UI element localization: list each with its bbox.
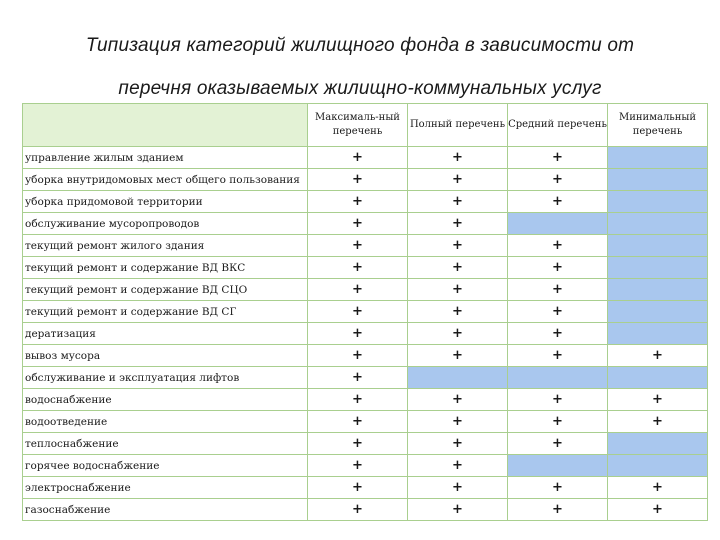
header-maximum-list: Максималь-ный перечень (308, 104, 408, 147)
service-label: водоотведение (23, 411, 308, 433)
service-label: электроснабжение (23, 477, 308, 499)
included-mark-full: + (408, 169, 508, 191)
included-mark-maximum: + (308, 235, 408, 257)
included-mark-maximum: + (308, 213, 408, 235)
housing-services-table (22, 103, 708, 521)
included-mark-medium: + (508, 323, 608, 345)
table-row (23, 477, 708, 499)
included-mark-maximum: + (308, 389, 408, 411)
included-mark-full: + (408, 411, 508, 433)
not-included-cell-minimum (608, 147, 708, 169)
service-label: текущий ремонт и содержание ВД СЦО (23, 279, 308, 301)
table-row (23, 213, 708, 235)
included-mark-full: + (408, 147, 508, 169)
included-mark-medium: + (508, 191, 608, 213)
included-mark-medium: + (508, 499, 608, 521)
service-label: водоснабжение (23, 389, 308, 411)
not-included-cell-minimum (608, 367, 708, 389)
included-mark-maximum: + (308, 477, 408, 499)
table-row (23, 301, 708, 323)
included-mark-maximum: + (308, 433, 408, 455)
table-row (23, 411, 708, 433)
included-mark-full: + (408, 455, 508, 477)
included-mark-full: + (408, 301, 508, 323)
table-row (23, 455, 708, 477)
included-mark-full: + (408, 477, 508, 499)
included-mark-full: + (408, 433, 508, 455)
included-mark-full: + (408, 235, 508, 257)
included-mark-maximum: + (308, 499, 408, 521)
included-mark-full: + (408, 323, 508, 345)
included-mark-medium: + (508, 345, 608, 367)
service-label: управление жилым зданием (23, 147, 308, 169)
included-mark-minimum: + (608, 345, 708, 367)
not-included-cell-minimum (608, 169, 708, 191)
included-mark-maximum: + (308, 257, 408, 279)
included-mark-maximum: + (308, 455, 408, 477)
included-mark-maximum: + (308, 147, 408, 169)
not-included-cell-minimum (608, 455, 708, 477)
included-mark-maximum: + (308, 345, 408, 367)
service-label: обслуживание мусоропроводов (23, 213, 308, 235)
not-included-cell-minimum (608, 279, 708, 301)
included-mark-medium: + (508, 301, 608, 323)
table-row (23, 367, 708, 389)
table-row (23, 147, 708, 169)
included-mark-full: + (408, 389, 508, 411)
included-mark-full: + (408, 213, 508, 235)
included-mark-maximum: + (308, 411, 408, 433)
table-row (23, 191, 708, 213)
table-body (23, 147, 708, 521)
included-mark-minimum: + (608, 477, 708, 499)
service-label: теплоснабжение (23, 433, 308, 455)
not-included-cell-medium (508, 455, 608, 477)
included-mark-full: + (408, 345, 508, 367)
included-mark-medium: + (508, 257, 608, 279)
included-mark-maximum: + (308, 279, 408, 301)
table-row (23, 389, 708, 411)
table-row (23, 433, 708, 455)
table-row (23, 345, 708, 367)
included-mark-minimum: + (608, 499, 708, 521)
included-mark-medium: + (508, 411, 608, 433)
included-mark-maximum: + (308, 169, 408, 191)
included-mark-full: + (408, 191, 508, 213)
table-row (23, 235, 708, 257)
included-mark-medium: + (508, 389, 608, 411)
not-included-cell-minimum (608, 235, 708, 257)
included-mark-maximum: + (308, 323, 408, 345)
not-included-cell-minimum (608, 257, 708, 279)
included-mark-medium: + (508, 169, 608, 191)
included-mark-medium: + (508, 433, 608, 455)
not-included-cell-minimum (608, 301, 708, 323)
not-included-cell-minimum (608, 191, 708, 213)
service-label: уборка внутридомовых мест общего пользования (23, 169, 308, 191)
header-full-list: Полный перечень (408, 104, 508, 147)
table-row (23, 169, 708, 191)
header-row (23, 104, 708, 147)
header-corner-cell (23, 104, 308, 147)
included-mark-medium: + (508, 279, 608, 301)
service-label: дератизация (23, 323, 308, 345)
included-mark-medium: + (508, 147, 608, 169)
service-label: текущий ремонт и содержание ВД СГ (23, 301, 308, 323)
included-mark-medium: + (508, 235, 608, 257)
service-label: уборка придомовой территории (23, 191, 308, 213)
service-label: текущий ремонт жилого здания (23, 235, 308, 257)
not-included-cell-minimum (608, 213, 708, 235)
not-included-cell-full (408, 367, 508, 389)
included-mark-minimum: + (608, 411, 708, 433)
table-row (23, 323, 708, 345)
not-included-cell-medium (508, 213, 608, 235)
included-mark-full: + (408, 257, 508, 279)
included-mark-maximum: + (308, 301, 408, 323)
service-label: текущий ремонт и содержание ВД ВКС (23, 257, 308, 279)
included-mark-maximum: + (308, 191, 408, 213)
service-label: горячее водоснабжение (23, 455, 308, 477)
table-row (23, 257, 708, 279)
included-mark-full: + (408, 279, 508, 301)
service-label: газоснабжение (23, 499, 308, 521)
header-minimum-list: Минимальный перечень (608, 104, 708, 147)
included-mark-medium: + (508, 477, 608, 499)
not-included-cell-medium (508, 367, 608, 389)
included-mark-full: + (408, 499, 508, 521)
table-row (23, 279, 708, 301)
slide-title-line-2: перечня оказываемых жилищно-коммунальных услуг (118, 78, 602, 99)
included-mark-maximum: + (308, 367, 408, 389)
service-label: обслуживание и эксплуатация лифтов (23, 367, 308, 389)
slide-title-line-1: Типизация категорий жилищного фонда в зависимости от (85, 35, 635, 56)
service-label: вывоз мусора (23, 345, 308, 367)
header-medium-list: Средний перечень (508, 104, 608, 147)
included-mark-minimum: + (608, 389, 708, 411)
not-included-cell-minimum (608, 433, 708, 455)
table-row (23, 499, 708, 521)
not-included-cell-minimum (608, 323, 708, 345)
